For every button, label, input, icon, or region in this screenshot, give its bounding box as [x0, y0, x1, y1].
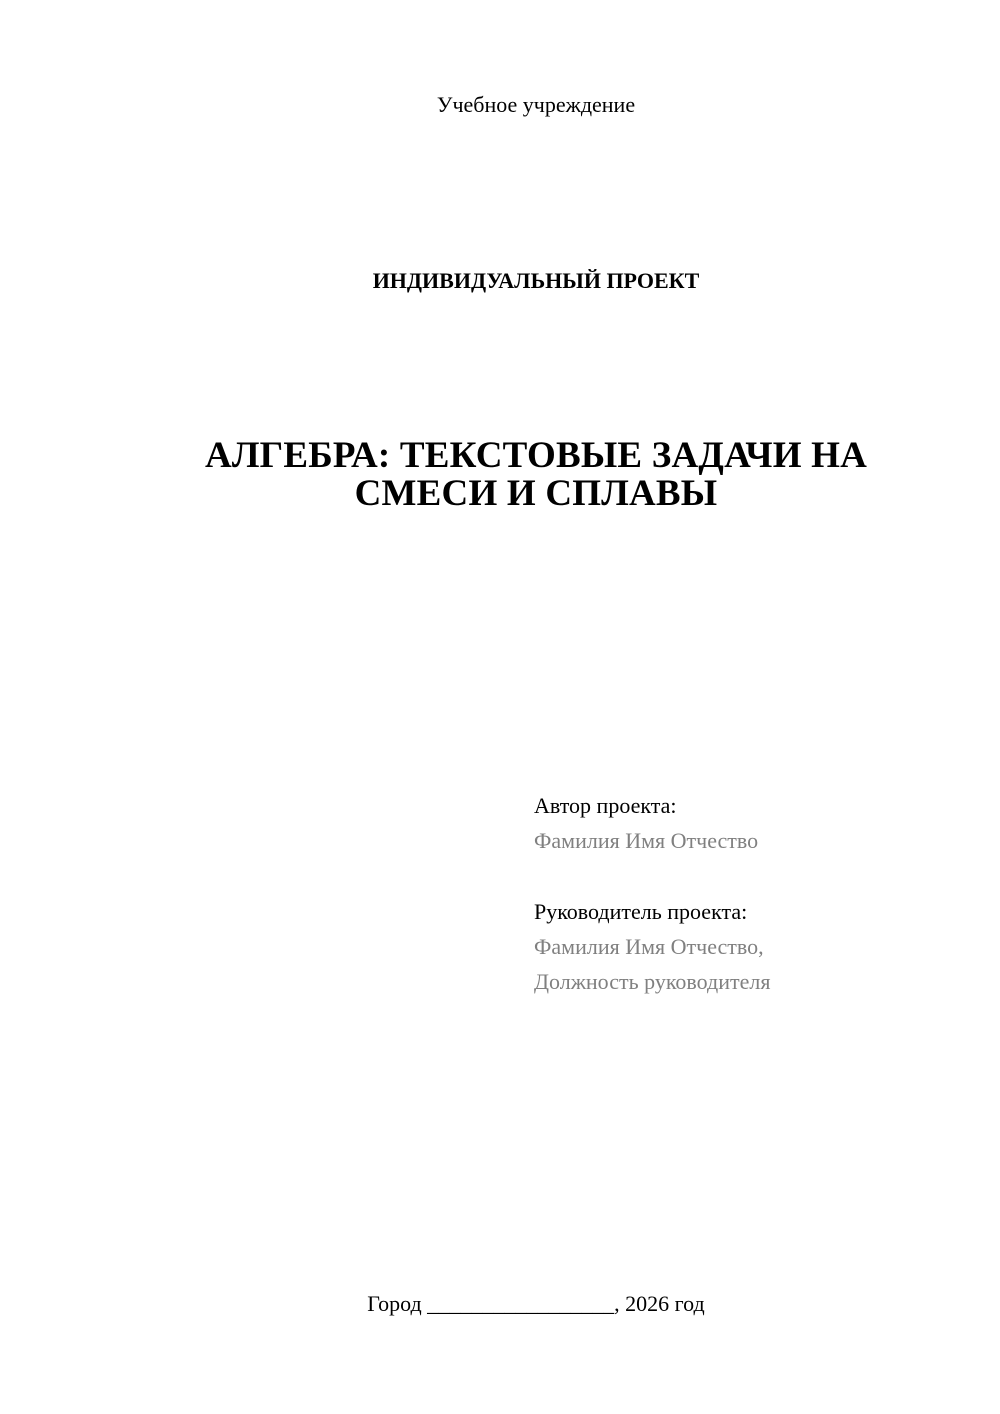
credits-spacer — [534, 858, 974, 894]
footer-city-blank: _________________ — [427, 1291, 615, 1316]
document-type-heading: ИНДИВИДУАЛЬНЫЙ ПРОЕКТ — [372, 268, 700, 293]
project-title — [150, 437, 922, 513]
footer-city-label: Город — [367, 1291, 422, 1316]
institution-name: Учебное учреждение — [436, 92, 636, 117]
footer-city-year — [0, 1290, 1000, 1318]
project-title-line-1: АЛГЕБРА: ТЕКСТОВЫЕ ЗАДАЧИ НА — [204, 435, 868, 476]
supervisor-name-placeholder: Фамилия Имя Отчество, — [534, 934, 764, 959]
author-name-placeholder: Фамилия Имя Отчество — [534, 828, 759, 853]
supervisor-position-placeholder: Должность руководителя — [534, 969, 771, 994]
credits-block — [534, 788, 974, 999]
supervisor-label: Руководитель проекта: — [534, 899, 748, 924]
footer-year: , 2026 год — [614, 1291, 705, 1316]
author-label: Автор проекта: — [534, 793, 677, 818]
project-title-line-2: СМЕСИ И СПЛАВЫ — [354, 473, 718, 514]
